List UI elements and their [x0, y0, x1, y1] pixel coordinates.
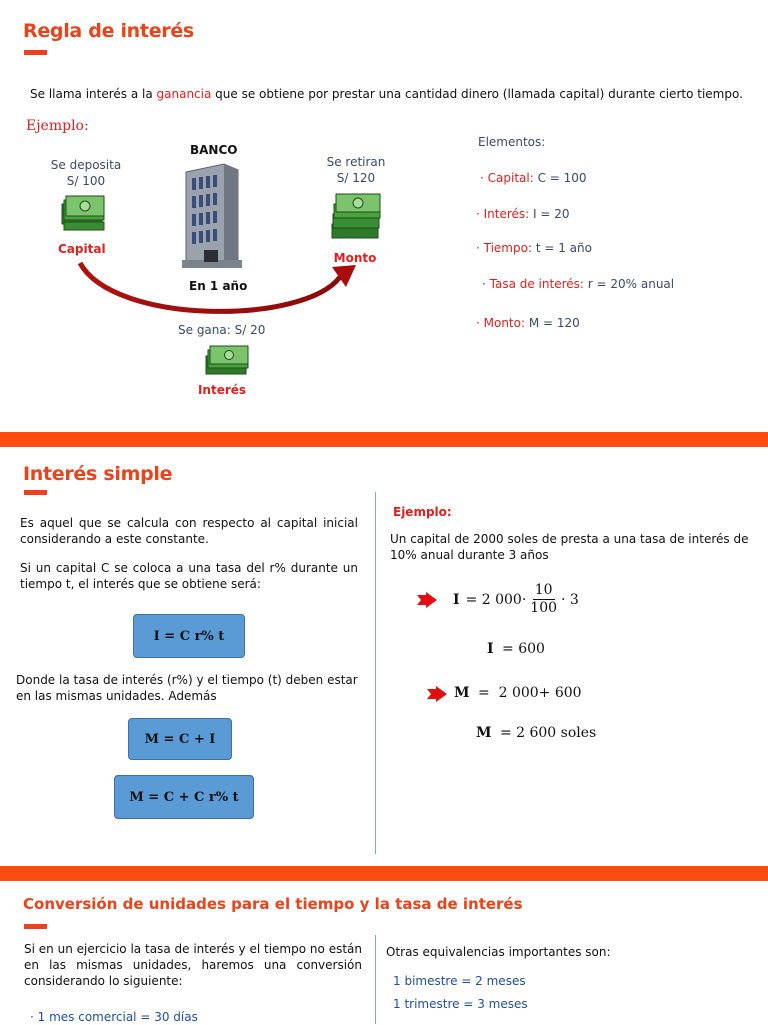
gain-text: Se gana: S/ 20: [178, 323, 266, 337]
definition-highlight: ganancia: [156, 87, 212, 101]
deposit-text: [44, 157, 128, 189]
money-stack-small-icon: [204, 344, 250, 384]
definition-end: que se obtiene por prestar una cantidad dinero (llamada capital) durante cierto tiempo.: [211, 87, 743, 101]
definition-start: Se llama interés a la: [30, 87, 157, 101]
element-key: · Capital:: [480, 171, 534, 185]
definition-text: [30, 86, 750, 102]
example2-text: Un capital de 2000 soles de presta a una tasa de interés de 10% anual durante 3 años: [390, 532, 749, 562]
conversion-item-month: · 1 mes comercial = 30 días: [30, 1010, 198, 1024]
monto-label: Monto: [333, 251, 377, 265]
example-label: Ejemplo:: [26, 118, 89, 134]
fraction-numerator: 10: [534, 582, 553, 598]
element-key: · Tasa de interés:: [482, 277, 584, 291]
eq2-lhs: I: [487, 641, 494, 657]
equivalence-item: 1 trimestre = 3 meses: [393, 997, 528, 1011]
element-value: r = 20% anual: [583, 277, 675, 291]
section2-title-underline: [24, 490, 47, 495]
eq1-time: · 3: [561, 591, 579, 608]
element-value: t = 1 año: [532, 241, 592, 255]
formula-amount-box: M = C + I: [128, 718, 232, 760]
element-item-tiempo: [476, 240, 592, 256]
simple-interest-intro: Si un capital C se coloca a una tasa del r% durante un tiempo t, el interés que se obtiene será:: [20, 561, 358, 591]
element-item-tasa: [482, 276, 674, 292]
bank-building-icon: [176, 160, 248, 270]
equation-amount-sum: [454, 685, 582, 701]
capital-label: Capital: [58, 242, 106, 256]
element-key: · Tiempo:: [476, 241, 532, 255]
formula-interest-box: I = C r% t: [133, 614, 245, 658]
section-separator-2: [0, 866, 768, 881]
eq2-rhs: = 600: [502, 641, 545, 657]
red-arrow-icon: [417, 592, 437, 608]
formula-amount-expanded-box: M = C + C r% t: [114, 775, 254, 819]
element-item-monto: [476, 315, 580, 331]
units-note: Donde la tasa de interés (r%) y el tiempo (t) deben estar en las mismas unidades. Además: [16, 673, 358, 703]
bank-label: BANCO: [190, 143, 238, 157]
withdraw-line1: Se retiran: [326, 155, 386, 169]
section3-title-underline: [24, 924, 47, 929]
element-key: · Monto:: [476, 316, 526, 330]
element-value: C = 100: [533, 171, 587, 185]
withdraw-line2: S/ 120: [336, 171, 376, 185]
element-item-capital: [480, 170, 587, 186]
section2-title: Interés simple: [23, 463, 173, 485]
eq1-lhs: I: [453, 591, 460, 608]
element-value: M = 120: [525, 316, 580, 330]
element-key: · Interés:: [476, 207, 530, 221]
simple-interest-definition: Es aquel que se calcula con respecto al capital inicial considerando a este constante.: [20, 516, 358, 546]
eq3-lhs: M: [454, 685, 470, 701]
fraction-denominator: 100: [530, 600, 558, 616]
example2-label: Ejemplo:: [393, 505, 452, 519]
time-label: En 1 año: [189, 279, 248, 293]
money-stack-icon: [60, 194, 106, 234]
equation-interest-calc: [453, 582, 579, 617]
eq4-rhs: = 2 600 soles: [499, 725, 597, 741]
column-divider: [375, 492, 376, 854]
other-equivalences-title: Otras equivalencias importantes son:: [386, 945, 611, 959]
eq4-lhs: M: [476, 725, 492, 741]
section-separator-1: [0, 432, 768, 447]
section3-title: Conversión de unidades para el tiempo y la tasa de interés: [23, 895, 523, 913]
element-value: I = 20: [529, 207, 570, 221]
money-stack-large-icon: [330, 190, 384, 244]
deposit-line2: S/ 100: [66, 174, 106, 188]
red-arrow-icon: [427, 686, 447, 702]
conversion-intro: Si en un ejercicio la tasa de interés y el tiempo no están en las mismas unidades, haremos una conversión considerando lo siguiente:: [24, 942, 362, 988]
column-divider-2: [375, 935, 376, 1024]
deposit-line1: Se deposita: [50, 158, 122, 172]
element-item-interes: [476, 206, 570, 222]
equation-interest-result: [487, 641, 545, 657]
fraction: [530, 582, 557, 617]
interes-label: Interés: [197, 383, 247, 397]
section1-title: Regla de interés: [23, 20, 194, 42]
elements-title: Elementos:: [478, 135, 546, 149]
withdraw-text: [318, 154, 394, 186]
equation-amount-result: [476, 725, 596, 741]
section1-title-underline: [24, 50, 47, 55]
eq1-mult: = 2 000·: [465, 591, 527, 608]
eq3-rhs: = 2 000+ 600: [477, 685, 582, 701]
equivalence-item: 1 bimestre = 2 meses: [393, 974, 526, 988]
